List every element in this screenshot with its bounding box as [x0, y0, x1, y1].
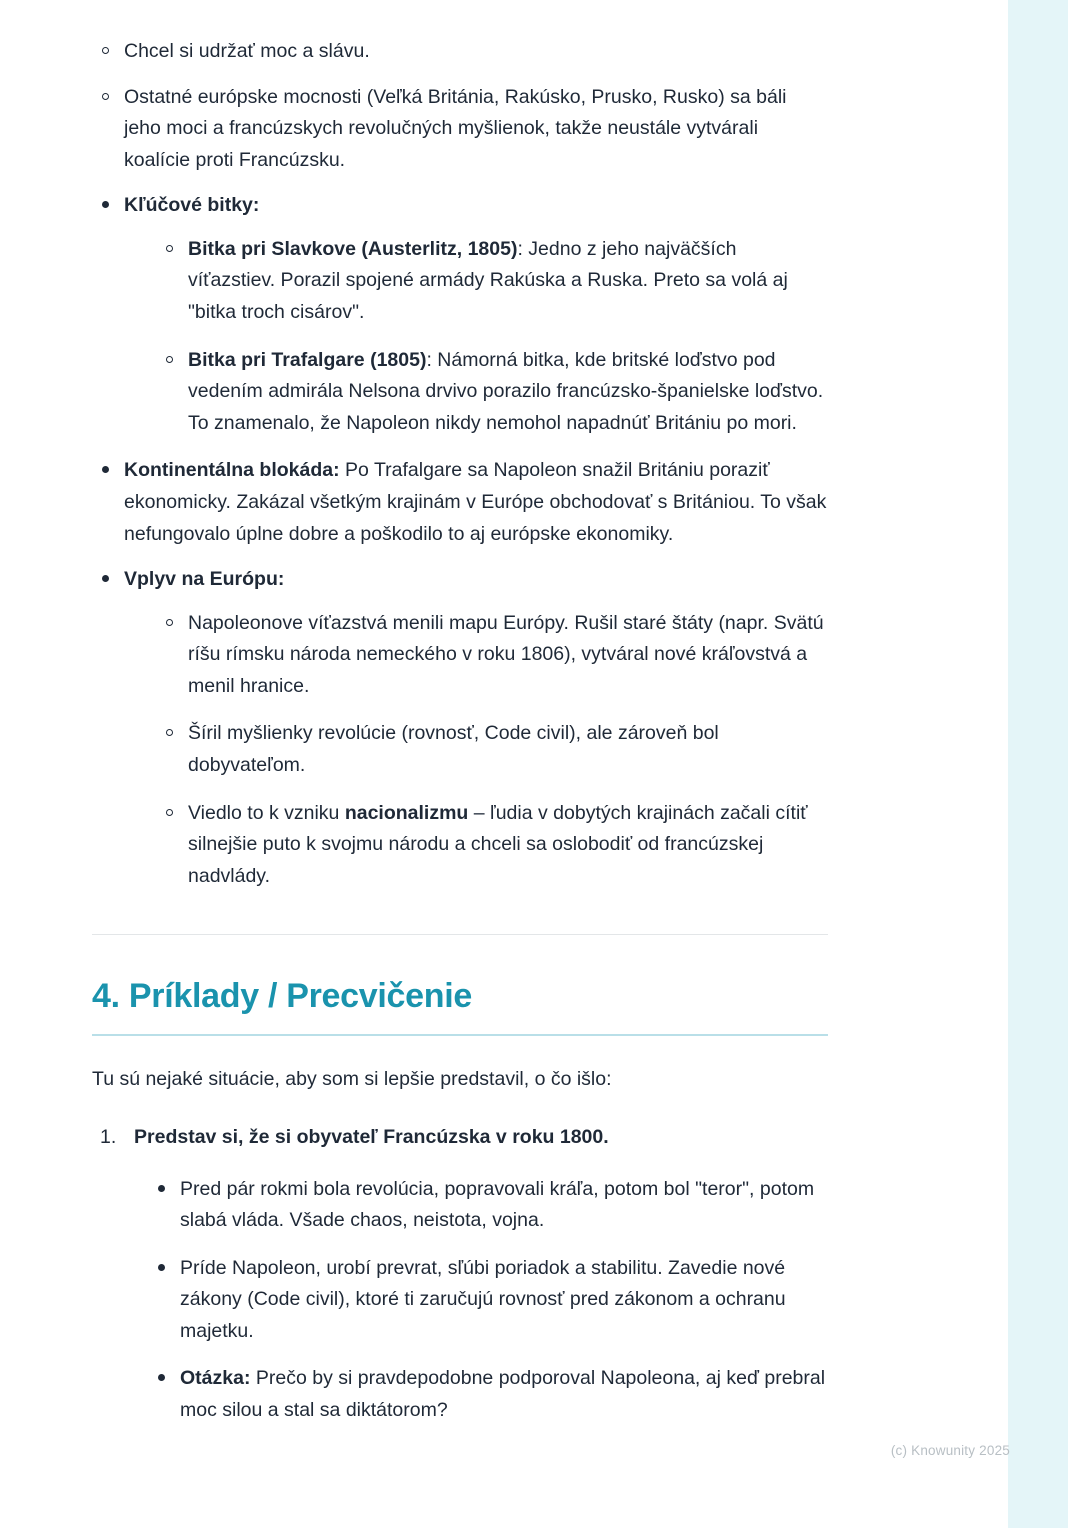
- list-item-text: : Jedno z jeho najväčších víťazstiev. Porazil spojené armády Rakúska a Ruska. Preto sa volá aj "bitka troch cisárov".: [188, 237, 788, 324]
- hollow-bullet-icon: [166, 729, 173, 736]
- section-kontinentalna-blokada: [92, 455, 828, 550]
- list-item: [148, 1174, 828, 1237]
- list-item-text: Pred pár rokmi bola revolúcia, popravovali kráľa, potom bol "teror", potom slabá vláda. Všade chaos, neistota, vojna.: [180, 1177, 815, 1232]
- top-bullet-list: [92, 36, 828, 176]
- solid-bullet-icon: [102, 466, 109, 473]
- list-item-title: Predstav si, že si obyvateľ Francúzska v roku 1800.: [134, 1125, 609, 1148]
- list-item-text: Šíril myšlienky revolúcie (rovnosť, Code civil), ale zároveň bol dobyvateľom.: [188, 722, 719, 776]
- section-kluc-bitky: [92, 190, 828, 439]
- section-text: Po Trafalgare sa Napoleon snažil Britániu poraziť ekonomicky. Zakázal všetkým krajinám v Európe obchodovať s Britániou. To však nefungovalo úplne dobre a poškodilo to aj európske ekonomiky.: [124, 459, 827, 545]
- solid-bullet-icon: [158, 1185, 165, 1192]
- hollow-bullet-icon: [166, 245, 173, 252]
- list-item-text-cont: – ľudia v dobytých krajinách začali cítiť silnejšie puto k svojmu národu a chceli sa oslobodiť od francúzskej nadvlády.: [188, 801, 808, 887]
- list-item: [156, 798, 828, 893]
- numbered-list: [92, 1122, 828, 1427]
- list-item: [92, 564, 828, 892]
- list-item: [92, 82, 828, 177]
- list-item: [148, 1363, 828, 1426]
- list-item-term: Bitka pri Slavkove (Austerlitz, 1805): [188, 237, 518, 260]
- section-heading: Kontinentálna blokáda:: [124, 459, 340, 482]
- list-item-term: nacionalizmu: [344, 801, 469, 824]
- title-underline: [92, 1034, 828, 1036]
- hollow-bullet-icon: [166, 619, 173, 626]
- intro-paragraph: Tu sú nejaké situácie, aby som si lepšie predstavil, o čo išlo:: [92, 1068, 612, 1091]
- section-heading: Kľúčové bitky:: [124, 194, 260, 217]
- page-title: 4. Príklady / Precvičenie: [92, 977, 472, 1016]
- solid-bullet-icon: [158, 1264, 165, 1271]
- list-item-term: Otázka:: [180, 1367, 251, 1390]
- hollow-bullet-icon: [166, 356, 173, 363]
- hollow-bullet-icon: [166, 809, 173, 816]
- list-item: [156, 718, 828, 781]
- list-item-text: Napoleonove víťazstvá menili mapu Európy. Rušil staré štáty (napr. Svätú ríšu rímsku národa nemeckého v roku 1806), vytváral nové kráľovstvá a menil hranice.: [188, 611, 824, 697]
- list-item-term: Bitka pri Trafalgare (1805): [188, 348, 427, 371]
- solid-bullet-icon: [158, 1374, 165, 1381]
- list-item-text: Viedlo to k vzniku: [188, 801, 345, 824]
- document-content: [92, 36, 828, 1443]
- list-item-text: Chcel si udržať moc a slávu.: [124, 40, 370, 62]
- list-item-text: Ostatné európske mocnosti (Veľká Británia, Rakúsko, Prusko, Rusko) sa báli jeho moci a francúzskych revolučných myšlienok, takže neustále vytvárali koalície proti Francúzsku.: [124, 85, 787, 171]
- list-item: [156, 234, 828, 329]
- sub-list: [156, 608, 828, 893]
- list-item: [92, 455, 828, 550]
- section-divider: [92, 934, 828, 935]
- solid-bullet-icon: [102, 201, 109, 208]
- list-item: [148, 1253, 828, 1348]
- hollow-bullet-icon: [102, 93, 109, 100]
- list-item-text: : Námorná bitka, kde britské loďstvo pod vedením admirála Nelsona drvivo porazilo francúzsko-španielske loďstvo. To znamenalo, že Napoleon nikdy nemohol napadnúť Britániu po mori.: [188, 348, 824, 434]
- list-item-number: 1.: [100, 1125, 117, 1148]
- list-item: [92, 1122, 828, 1427]
- page-edge-margin: [1068, 0, 1080, 1528]
- list-item: [156, 345, 828, 440]
- list-item: [92, 36, 828, 68]
- section-vplyv-na-europu: [92, 564, 828, 892]
- watermark: (c) Knowunity 2025: [890, 1443, 1010, 1458]
- list-item-text: Príde Napoleon, urobí prevrat, sľúbi poriadok a stabilitu. Zavedie nové zákony (Code civil), ktoré ti zaručujú rovnosť pred zákonom a ochranu majetku.: [180, 1256, 786, 1342]
- solid-bullet-icon: [102, 575, 109, 582]
- hollow-bullet-icon: [102, 47, 109, 54]
- section-heading: Vplyv na Európu:: [124, 568, 285, 591]
- list-item: [156, 608, 828, 703]
- list-item: [92, 190, 828, 439]
- page-edge-decoration: [1008, 0, 1068, 1528]
- sub-list: [148, 1174, 828, 1427]
- sub-list: [156, 234, 828, 439]
- list-item-text: Prečo by si pravdepodobne podporoval Napoleona, aj keď prebral moc silou a stal sa diktátorom?: [180, 1367, 826, 1422]
